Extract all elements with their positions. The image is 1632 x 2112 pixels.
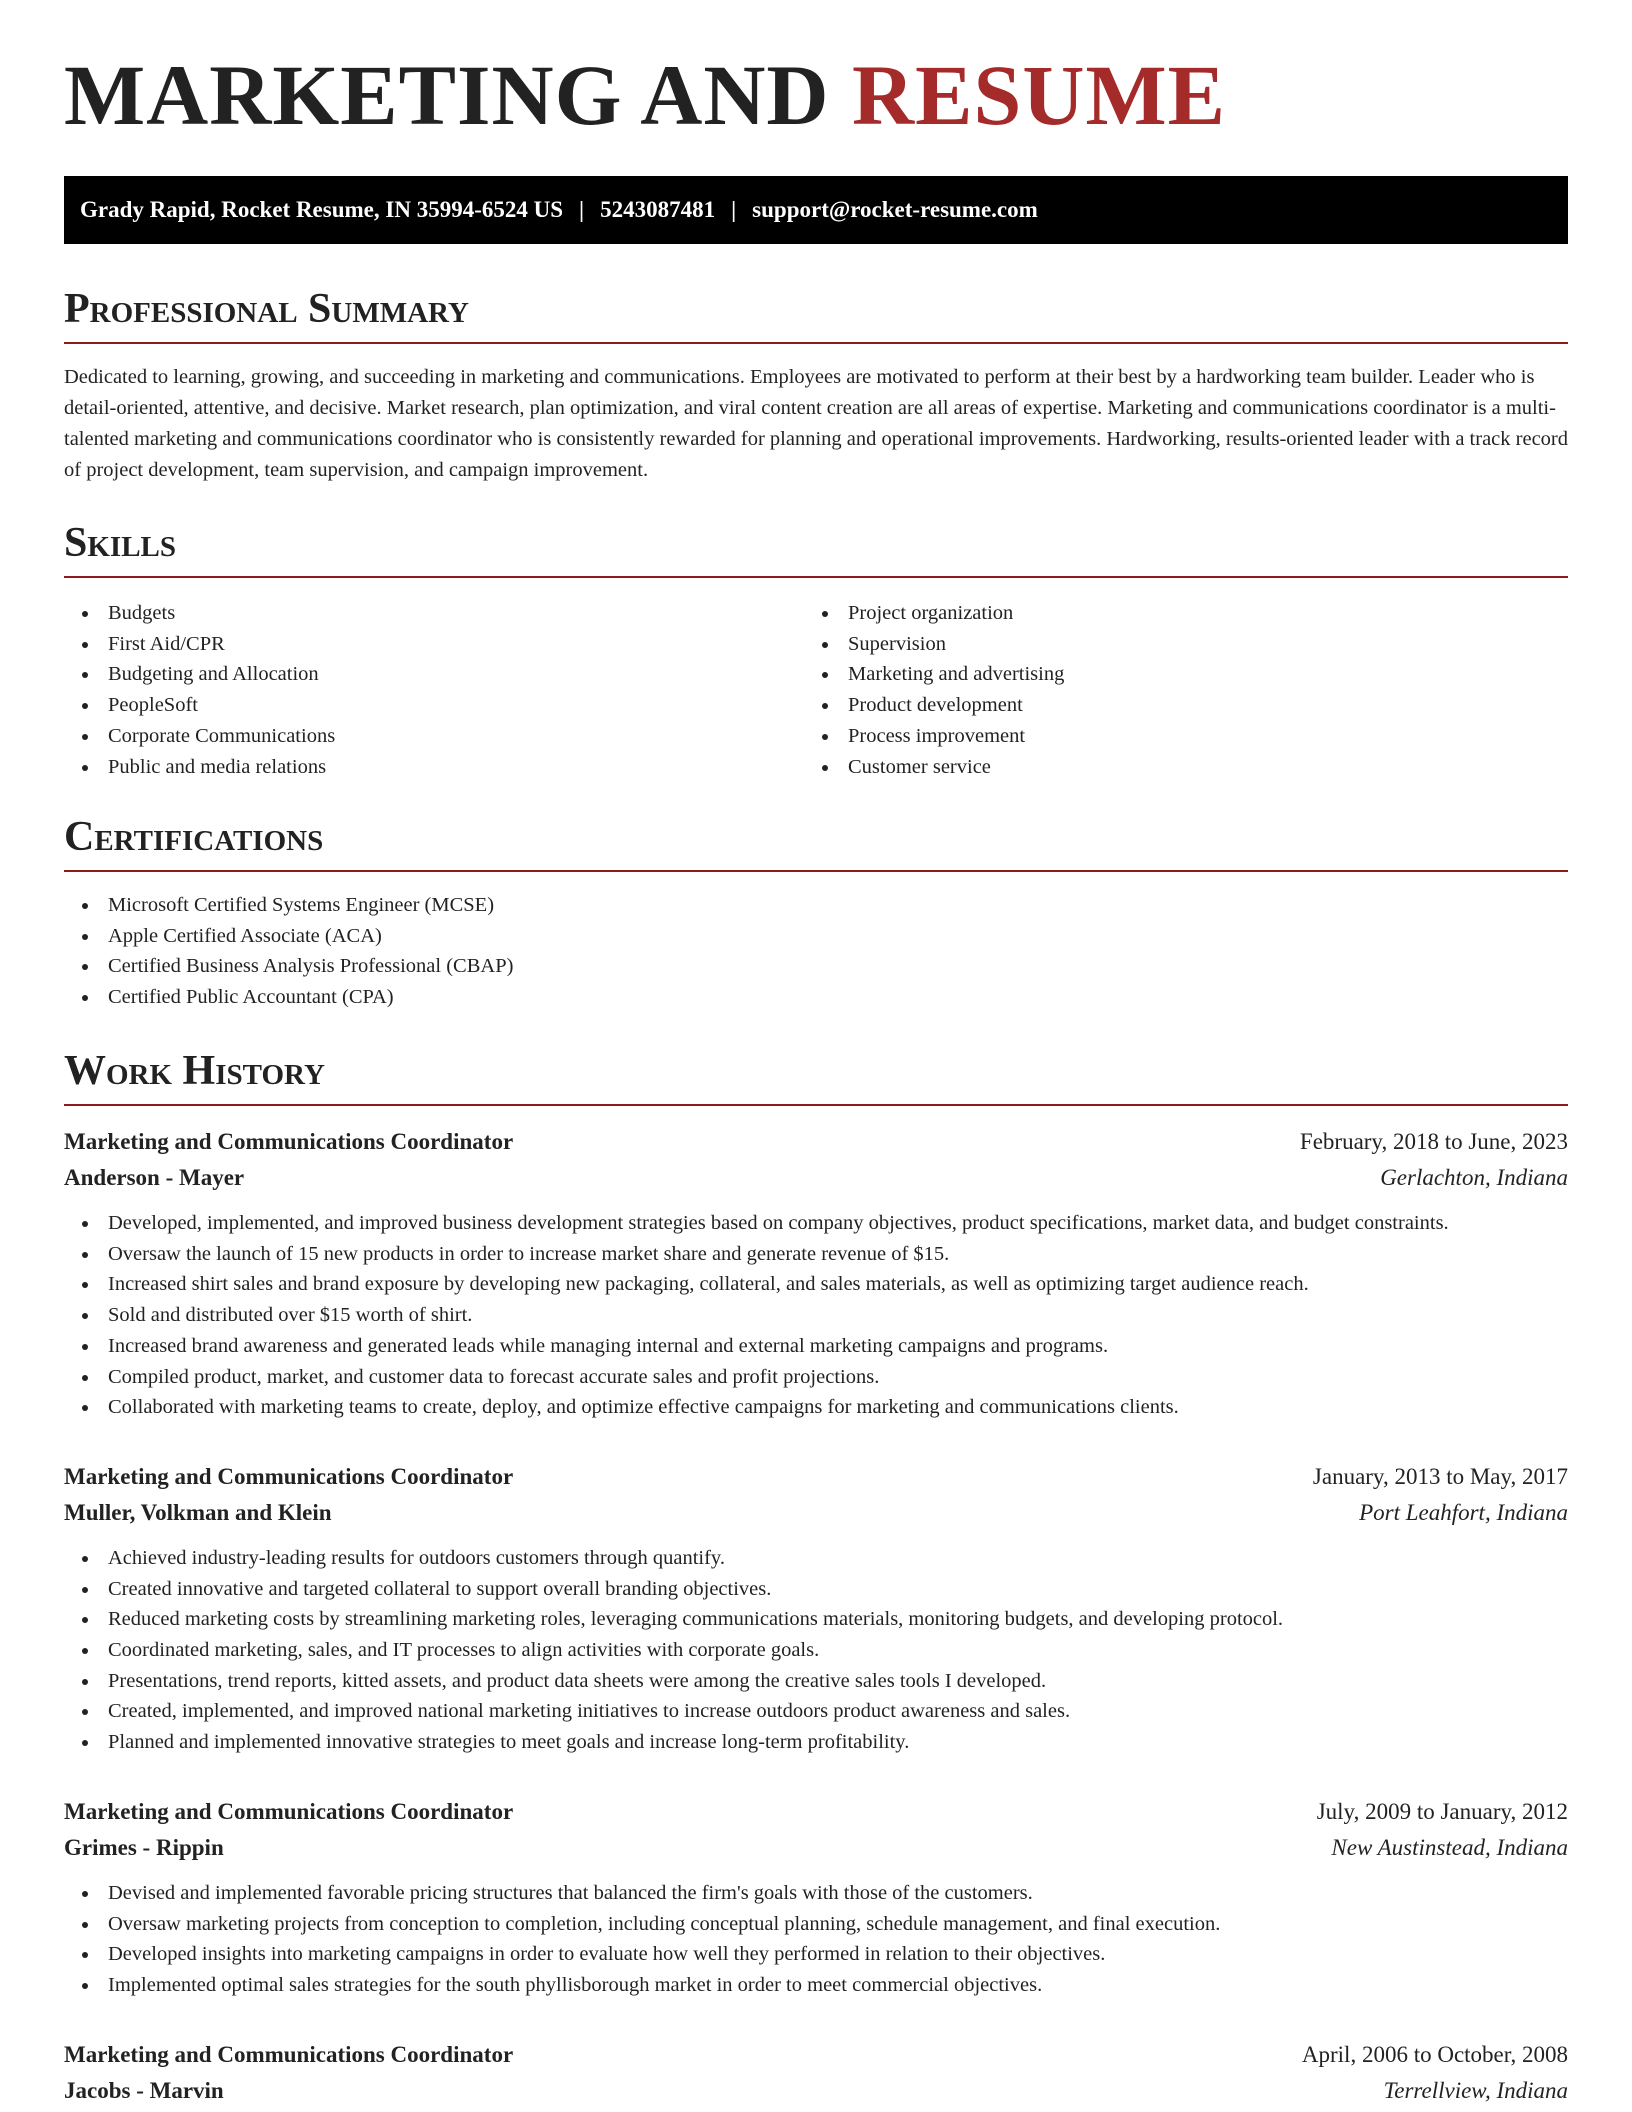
summary-text: Dedicated to learning, growing, and succeeding in marketing and communications. Employees are motivated to perform at their best by a hardworking team builder. Leader who is detail-oriented, attentive, and decisive. Market research, plan optimization, and viral content creation are all areas of expertise. Marketing and communications coordinator is a multi-talented marketing and communications coordinator who is consistently rewarded for planning and operational improvements. Hardworking, results-oriented leader with a track record of project development, team supervision, and campaign improvement. bbox=[64, 366, 1568, 481]
job-title: Marketing and Communications Coordinator bbox=[64, 2041, 514, 2067]
skills-column-left bbox=[64, 598, 804, 782]
skill-item: Public and media relations bbox=[64, 752, 804, 783]
skill-item: Budgeting and Allocation bbox=[64, 659, 804, 690]
job-dates: February, 2018 to June, 2023 bbox=[1299, 1129, 1568, 1154]
job-company: Jacobs - Marvin bbox=[64, 2077, 224, 2103]
skill-item: Product development bbox=[804, 690, 1544, 721]
job-duty-item: Reduced marketing costs by streamlining marketing roles, leveraging communications materials, monitoring budgets, and developing protocol. bbox=[64, 1604, 1568, 1635]
job-duty-item: Created, implemented, and improved national marketing initiatives to increase outdoors product awareness and sales. bbox=[64, 1696, 1568, 1727]
job-company: Anderson - Mayer bbox=[64, 1165, 245, 1190]
job-duties-list bbox=[64, 1208, 1568, 1423]
job-company-row bbox=[64, 1495, 1568, 1531]
job-duty-item: Collaborated with marketing teams to create, deploy, and optimize effective campaigns for marketing and communications clients. bbox=[64, 1392, 1568, 1423]
skills-columns bbox=[64, 598, 1568, 782]
job-header-row bbox=[64, 1459, 1568, 1495]
skill-item: Project organization bbox=[804, 598, 1544, 629]
job-duty-item: Oversaw the launch of 15 new products in order to increase market share and generate revenue of $15. bbox=[64, 1239, 1568, 1270]
contact-email: support@rocket-resume.com bbox=[752, 197, 1038, 222]
contact-address: Grady Rapid, Rocket Resume, IN 35994-6524 US bbox=[80, 197, 563, 222]
title-main: MARKETING AND bbox=[64, 47, 830, 143]
job-duty-item: Sold and distributed over $15 worth of shirt. bbox=[64, 1300, 1568, 1331]
job-dates: July, 2009 to January, 2012 bbox=[1316, 1798, 1568, 1824]
contact-bar bbox=[64, 176, 1568, 244]
job-company-row bbox=[64, 2073, 1568, 2109]
contact-separator: | bbox=[731, 197, 737, 222]
certifications-list bbox=[64, 890, 1568, 1013]
job-duty-item: Achieved industry-leading results for outdoors customers through quantify. bbox=[64, 1543, 1568, 1574]
certification-item: Certified Public Accountant (CPA) bbox=[64, 982, 1568, 1013]
job-dates: January, 2013 to May, 2017 bbox=[1312, 1463, 1568, 1489]
skills-section bbox=[64, 522, 1568, 782]
job-location: Gerlachton, Indiana bbox=[1380, 1165, 1568, 1190]
skills-heading: Skills bbox=[64, 522, 1568, 578]
job-title: Marketing and Communications Coordinator bbox=[64, 1129, 514, 1154]
job-company-row bbox=[64, 1160, 1568, 1196]
job-duties-list bbox=[64, 1878, 1568, 2001]
summary-section bbox=[64, 288, 1568, 486]
skill-item: Marketing and advertising bbox=[804, 659, 1544, 690]
job-title: Marketing and Communications Coordinator bbox=[64, 1463, 514, 1489]
job-title: Marketing and Communications Coordinator bbox=[64, 1798, 514, 1824]
skill-item: Process improvement bbox=[804, 721, 1544, 752]
job-duties-list bbox=[64, 1543, 1568, 1758]
skills-column-right bbox=[804, 598, 1544, 782]
resume-title bbox=[64, 47, 1226, 143]
skills-list-left bbox=[64, 598, 804, 782]
certification-item: Certified Business Analysis Professional (CBAP) bbox=[64, 951, 1568, 982]
job-entry bbox=[64, 1124, 1568, 1423]
job-duty-item: Developed, implemented, and improved business development strategies based on company objectives, product specifications, market data, and budget constraints. bbox=[64, 1208, 1568, 1239]
certifications-heading: Certifications bbox=[64, 816, 1568, 872]
skill-item: First Aid/CPR bbox=[64, 629, 804, 660]
job-duty-item: Devised and implemented favorable pricing structures that balanced the firm's goals with those of the customers. bbox=[64, 1878, 1568, 1909]
summary-heading: Professional Summary bbox=[64, 288, 1568, 344]
work-history-heading: Work History bbox=[64, 1050, 1568, 1106]
job-duty-item: Developed insights into marketing campaigns in order to evaluate how well they performed in relation to their objectives. bbox=[64, 1939, 1568, 1970]
job-duty-item: Presentations, trend reports, kitted assets, and product data sheets were among the creative sales tools I developed. bbox=[64, 1666, 1568, 1697]
title-accent: RESUME bbox=[852, 47, 1226, 143]
job-duty-item: Increased brand awareness and generated leads while managing internal and external marketing campaigns and programs. bbox=[64, 1331, 1568, 1362]
job-location: New Austinstead, Indiana bbox=[1331, 1834, 1568, 1860]
job-duty-item: Oversaw marketing projects from conception to completion, including conceptual planning, schedule management, and final execution. bbox=[64, 1909, 1568, 1940]
certifications-section bbox=[64, 816, 1568, 1013]
job-header-row bbox=[64, 1794, 1568, 1830]
skill-item: Customer service bbox=[804, 752, 1544, 783]
job-duty-item: Implemented optimal sales strategies for the south phyllisborough market in order to meet commercial objectives. bbox=[64, 1970, 1568, 2001]
skill-item: Budgets bbox=[64, 598, 804, 629]
job-duty-item: Coordinated marketing, sales, and IT processes to align activities with corporate goals. bbox=[64, 1635, 1568, 1666]
contact-separator: | bbox=[579, 197, 585, 222]
job-entry bbox=[64, 1794, 1568, 2001]
job-list bbox=[64, 1124, 1568, 2109]
job-duty-item: Increased shirt sales and brand exposure by developing new packaging, collateral, and sales materials, as well as optimizing target audience reach. bbox=[64, 1269, 1568, 1300]
job-company-row bbox=[64, 1830, 1568, 1866]
skill-item: PeopleSoft bbox=[64, 690, 804, 721]
work-history-section bbox=[64, 1050, 1568, 2109]
job-entry bbox=[64, 2037, 1568, 2109]
certification-item: Apple Certified Associate (ACA) bbox=[64, 921, 1568, 952]
job-header-row bbox=[64, 1124, 1568, 1160]
job-duty-item: Planned and implemented innovative strategies to meet goals and increase long-term profitability. bbox=[64, 1727, 1568, 1758]
job-company: Muller, Volkman and Klein bbox=[64, 1499, 332, 1525]
certification-item: Microsoft Certified Systems Engineer (MCSE) bbox=[64, 890, 1568, 921]
skill-item: Supervision bbox=[804, 629, 1544, 660]
job-company: Grimes - Rippin bbox=[64, 1834, 224, 1860]
job-header-row bbox=[64, 2037, 1568, 2073]
skills-list-right bbox=[804, 598, 1544, 782]
job-location: Terrellview, Indiana bbox=[1383, 2077, 1568, 2103]
job-dates: April, 2006 to October, 2008 bbox=[1301, 2041, 1568, 2067]
skill-item: Corporate Communications bbox=[64, 721, 804, 752]
job-entry bbox=[64, 1459, 1568, 1758]
job-duty-item: Created innovative and targeted collateral to support overall branding objectives. bbox=[64, 1574, 1568, 1605]
job-location: Port Leahfort, Indiana bbox=[1359, 1499, 1568, 1525]
job-duty-item: Compiled product, market, and customer data to forecast accurate sales and profit projections. bbox=[64, 1362, 1568, 1393]
contact-phone: 5243087481 bbox=[600, 197, 716, 222]
